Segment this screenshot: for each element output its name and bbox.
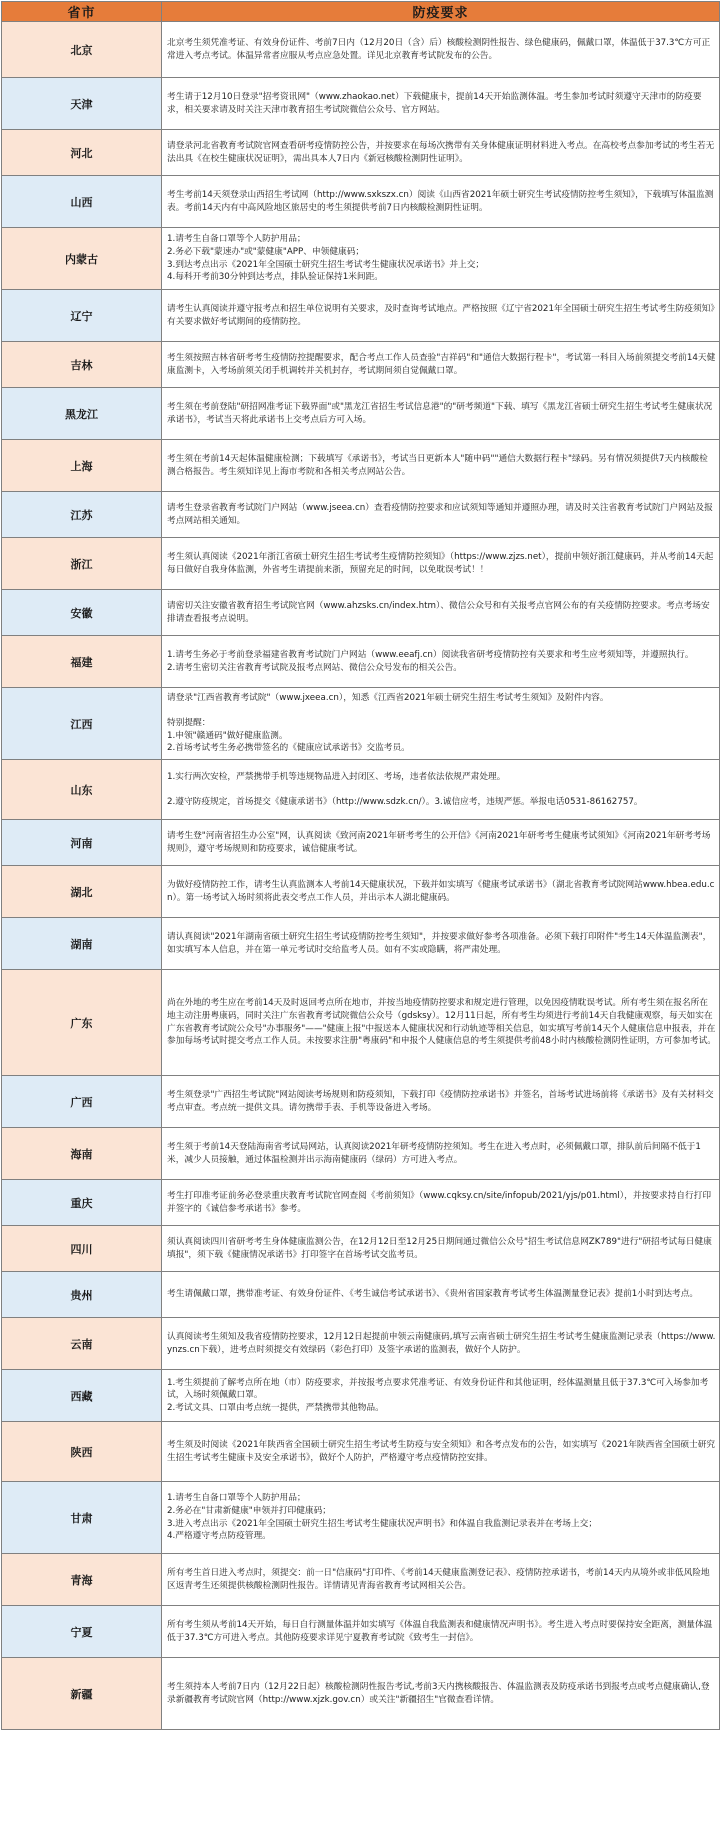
requirements-cell: 为做好疫情防控工作，请考生认真监测本人考前14天健康状况，下载并如实填写《健康考试承诺书》（湖北省教育考试院网站www.hbea.edu.cn）。第一场考试入场时须将此表交考点工作人员，并出示本人湖北健康码。 bbox=[162, 866, 720, 918]
table-row bbox=[2, 820, 720, 866]
province-cell: 山西 bbox=[2, 176, 162, 228]
province-cell: 天津 bbox=[2, 78, 162, 130]
province-cell: 内蒙古 bbox=[2, 228, 162, 290]
requirements-cell: 考生须认真阅读《2021年浙江省硕士研究生招生考试考生疫情防控须知》（https://www.zjzs.net），提前申领好浙江健康码，并从考前14天起每日做好自我身体监测，外省考生请提前来浙，预留充足的时间，以免耽误考试！！ bbox=[162, 538, 720, 590]
table-row bbox=[2, 1180, 720, 1226]
requirements-cell: 1.请考生自备口罩等个人防护用品； 2.务必下载"蒙速办"或"蒙健康"APP、申领健康码； 3.到达考点出示《2021年全国硕士研究生招生考试考生健康状况承诺书》并上交； 4.每科开考前30分钟到达考点，排队验证保持1米间距。 bbox=[162, 228, 720, 290]
epidemic-requirements-table bbox=[1, 1, 720, 1730]
table-row bbox=[2, 970, 720, 1076]
requirements-cell: 北京考生须凭准考证、有效身份证件、考前7日内（12月20日（含）后）核酸检测阴性报告、绿色健康码，佩戴口罩，体温低于37.3℃方可正常进入考点考试。体温异常者应服从考点应急处置。详见北京教育考试院发布的公告。 bbox=[162, 22, 720, 78]
requirements-cell: 所有考生须从考前14天开始，每日自行测量体温并如实填写《体温自我监测表和健康情况声明书》。考生进入考点时要保持安全距离，测量体温低于37.3℃方可进入考点。其他防疫要求详见宁夏教育考试院《致考生一封信》。 bbox=[162, 1606, 720, 1658]
province-cell: 贵州 bbox=[2, 1272, 162, 1318]
province-cell: 江西 bbox=[2, 688, 162, 760]
province-cell: 海南 bbox=[2, 1128, 162, 1180]
header-province: 省市 bbox=[2, 2, 162, 22]
province-cell: 上海 bbox=[2, 440, 162, 492]
table-row bbox=[2, 590, 720, 636]
table-row bbox=[2, 290, 720, 342]
table-row bbox=[2, 688, 720, 760]
requirements-cell: 请登录河北省教育考试院官网查看研考疫情防控公告，并按要求在每场次携带有关身体健康证明材料进入考点。在高校考点参加考试的考生若无法出具《在校生健康状况证明》，需出具本人7日内《新冠核酸检测阴性证明》。 bbox=[162, 130, 720, 176]
table-row bbox=[2, 1076, 720, 1128]
table-row bbox=[2, 342, 720, 388]
requirements-cell: 须认真阅读四川省研考考生身体健康监测公告，在12月12日至12月25日期间通过微信公众号"招生考试信息网ZK789"进行"研招考试每日健康填报"，须下载《健康情况承诺书》打印签字在首场考试交监考员。 bbox=[162, 1226, 720, 1272]
province-cell: 山东 bbox=[2, 760, 162, 820]
requirements-cell: 1.请考生自备口罩等个人防护用品； 2.务必在"甘肃新健康"申领并打印健康码； 3.进入考点出示《2021年全国硕士研究生招生考试考生健康状况声明书》和体温自我监测记录表并在考场上交； 4.严格遵守考点防疫管理。 bbox=[162, 1482, 720, 1554]
province-cell: 湖南 bbox=[2, 918, 162, 970]
table-row bbox=[2, 78, 720, 130]
table-row bbox=[2, 1128, 720, 1180]
table-row bbox=[2, 1422, 720, 1482]
requirements-cell: 考生须在考前14天起体温健康检测；下载填写《承诺书》，考试当日更新本人"随申码""通信大数据行程卡"绿码。另有情况须提供7天内核酸检测合格报告。考生须知详见上海市考院和各相关考点网站公告。 bbox=[162, 440, 720, 492]
province-cell: 北京 bbox=[2, 22, 162, 78]
province-cell: 黑龙江 bbox=[2, 388, 162, 440]
requirements-cell: 1.实行两次安检，严禁携带手机等违规物品进入封闭区、考场，违者依法依规严肃处理。 2.遵守防疫规定，首场提交《健康承诺书》（http://www.sdzk.cn/）。3.诚信应考，违规严惩。举报电话0531-86162757。 bbox=[162, 760, 720, 820]
requirements-cell: 考生须登录"广西招生考试院"网站阅读考场规则和防疫须知，下载打印《疫情防控承诺书》并签名，首场考试进场前将《承诺书》及有关材料交考点审查。考点统一提供文具。请勿携带手表、手机等设备进入考场。 bbox=[162, 1076, 720, 1128]
requirements-cell: 考生须及时阅读《2021年陕西省全国硕士研究生招生考试考生防疫与安全须知》和各考点发布的公告，如实填写《2021年陕西省全国硕士研究生招生考试考生健康卡及安全承诺书》，做好个人防护，严格遵守考点疫情防控安排。 bbox=[162, 1422, 720, 1482]
province-cell: 福建 bbox=[2, 636, 162, 688]
table-row bbox=[2, 1606, 720, 1658]
province-cell: 甘肃 bbox=[2, 1482, 162, 1554]
header-requirements: 防疫要求 bbox=[162, 2, 720, 22]
table-row bbox=[2, 866, 720, 918]
province-cell: 新疆 bbox=[2, 1658, 162, 1730]
province-cell: 陕西 bbox=[2, 1422, 162, 1482]
table-row bbox=[2, 440, 720, 492]
requirements-cell: 考生打印准考证前务必登录重庆教育考试院官网查阅《考前须知》（www.cqksy.cn/site/infopub/2021/yjs/p01.html），并按要求持自行打印并签字的《诚信参考承诺书》参考。 bbox=[162, 1180, 720, 1226]
table-row bbox=[2, 130, 720, 176]
province-cell: 重庆 bbox=[2, 1180, 162, 1226]
requirements-cell: 请认真阅读"2021年湖南省硕士研究生招生考试疫情防控考生须知"，并按要求做好参考各项准备。必须下载打印附件"考生14天体温监测表"，如实填写本人信息，并在第一单元考试时交给监考人员。如有不实或隐瞒，将严肃处理。 bbox=[162, 918, 720, 970]
requirements-cell: 考生须于考前14天登陆海南省考试局网站，认真阅读2021年研考疫情防控须知。考生在进入考点时，必须佩戴口罩，排队前后间隔不低于1米，减少人员接触，通过体温检测并出示海南健康码（绿码）方可进入考点。 bbox=[162, 1128, 720, 1180]
province-cell: 宁夏 bbox=[2, 1606, 162, 1658]
province-cell: 青海 bbox=[2, 1554, 162, 1606]
table-row bbox=[2, 1226, 720, 1272]
requirements-cell: 请考生登录省教育考试院门户网站（www.jseea.cn）查看疫情防控要求和应试须知等通知并遵照办理，请及时关注省教育考试院门户网站及报考点网站相关通知。 bbox=[162, 492, 720, 538]
table-row bbox=[2, 918, 720, 970]
requirements-cell: 考生须持本人考前7日内（12月22日起）核酸检测阴性报告考试,考前3天内携核酸报告、体温监测表及防疫承诺书到报考点或考点健康确认,登录新疆教育考试院官网（http://www.xjzk.gov.cn）或关注"新疆招生"官微查看详情。 bbox=[162, 1658, 720, 1730]
province-cell: 河南 bbox=[2, 820, 162, 866]
province-cell: 安徽 bbox=[2, 590, 162, 636]
requirements-cell: 所有考生首日进入考点时，须提交：前一日"信康码"打印件、《考前14天健康监测登记表》、疫情防控承诺书，考前14天内从境外或非低风险地区返青考生还须提供核酸检测阴性报告。详情请见青海省教育考试网相关公告。 bbox=[162, 1554, 720, 1606]
table-row bbox=[2, 492, 720, 538]
table-row bbox=[2, 1658, 720, 1730]
requirements-cell: 考生请佩戴口罩，携带准考证、有效身份证件、《考生诚信考试承诺书》、《贵州省国家教育考试考生体温测量登记表》提前1小时到达考点。 bbox=[162, 1272, 720, 1318]
requirements-cell: 考生请于12月10日登录"招考资讯网"（www.zhaokao.net）下载健康卡，提前14天开始监测体温。考生参加考试时须遵守天津市的防疫要求，相关要求请及时关注天津市教育招生考试院微信公众号、官方网站。 bbox=[162, 78, 720, 130]
province-cell: 广西 bbox=[2, 1076, 162, 1128]
province-cell: 江苏 bbox=[2, 492, 162, 538]
province-cell: 四川 bbox=[2, 1226, 162, 1272]
table-body bbox=[2, 22, 720, 1730]
requirements-cell: 认真阅读考生须知及我省疫情防控要求，12月12日起提前申领云南健康码,填写云南省硕士研究生招生考试考生健康监测记录表（https://www.ynzs.cn下载），进考点时须提交有效绿码（彩色打印）及签字承诺的监测表，做好个人防护。 bbox=[162, 1318, 720, 1370]
province-cell: 广东 bbox=[2, 970, 162, 1076]
table-row bbox=[2, 22, 720, 78]
requirements-cell: 1.请考生务必于考前登录福建省教育考试院门户网站（www.eeafj.cn）阅读我省研考疫情防控有关要求和考生应考须知等，并遵照执行。 2.请考生密切关注省教育考试院及报考点网站、微信公众号发布的相关公告。 bbox=[162, 636, 720, 688]
province-cell: 吉林 bbox=[2, 342, 162, 388]
requirements-cell: 考生考前14天须登录山西招生考试网（http://www.sxkszx.cn）阅读《山西省2021年硕士研究生考试疫情防控考生须知》，下载填写体温监测表。考前14天内有中高风险地区旅居史的考生须提供考前7日内核酸检测阴性证明。 bbox=[162, 176, 720, 228]
province-cell: 云南 bbox=[2, 1318, 162, 1370]
province-cell: 西藏 bbox=[2, 1370, 162, 1422]
table-row bbox=[2, 636, 720, 688]
province-cell: 辽宁 bbox=[2, 290, 162, 342]
table-row bbox=[2, 1370, 720, 1422]
requirements-cell: 请考生认真阅读并遵守报考点和招生单位说明有关要求，及时查询考试地点。严格按照《辽宁省2021年全国硕士研究生招生考试考生防疫须知》有关要求做好考试期间的疫情防控。 bbox=[162, 290, 720, 342]
table-row bbox=[2, 760, 720, 820]
requirements-cell: 请登录"江西省教育考试院"（www.jxeea.cn），知悉《江西省2021年硕士研究生招生考试考生须知》及附件内容。 特别提醒： 1.申领"赣通码"做好健康监测。 2.首场考试考生务必携带签名的《健康应试承诺书》交监考员。 bbox=[162, 688, 720, 760]
table-row bbox=[2, 176, 720, 228]
header-row bbox=[2, 2, 720, 22]
requirements-cell: 考生须在考前登陆"研招网准考证下载界面"或"黑龙江省招生考试信息港"的"研考频道"下载、填写《黑龙江省硕士研究生招生考试考生健康状况承诺书》，考试当天将此承诺书上交考点后方可入场。 bbox=[162, 388, 720, 440]
province-cell: 湖北 bbox=[2, 866, 162, 918]
requirements-cell: 尚在外地的考生应在考前14天及时返回考点所在地市，并按当地疫情防控要求和规定进行管理，以免因疫情耽误考试。所有考生须在报名所在地主动注册粤康码，同时关注广东省教育考试院微信公众号（gdsksy）。12月11日起，所有考生均须进行考前14天自我健康观察，每天如实在广东省教育考试院公众号"办事服务"——"健康上报"中报送本人健康状况和行动轨迹等相关信息，如实填写考前14天个人健康信息申报表，并在参加每场考试时提交考点工作人员。未按要求注册"粤康码"和申报个人健康信息的考生须提供考前48小时内核酸检测阴性证明，方可参加考试。 bbox=[162, 970, 720, 1076]
table-row bbox=[2, 1554, 720, 1606]
requirements-cell: 考生须按照吉林省研考考生疫情防控提醒要求，配合考点工作人员查验"吉祥码"和"通信大数据行程卡"，考试第一科目入场前须提交考前14天健康监测卡，入考场前须关闭手机调转并关机封存，考试期间须自觉佩戴口罩。 bbox=[162, 342, 720, 388]
table-row bbox=[2, 228, 720, 290]
table-row bbox=[2, 388, 720, 440]
province-cell: 浙江 bbox=[2, 538, 162, 590]
requirements-cell: 请考生登"河南省招生办公室"网，认真阅读《致河南2021年研考考生的公开信》《河南2021年研考考生健康考试须知》《河南2021年研考考场规则》，遵守考场规则和防疫要求，诚信健康考试。 bbox=[162, 820, 720, 866]
requirements-cell: 1.考生须提前了解考点所在地（市）防疫要求，并按报考点要求凭准考证、有效身份证件和其他证明，经体温测量且低于37.3℃可入场参加考试，入场时须佩戴口罩。 2.考试文具、口罩由考点统一提供，严禁携带其他物品。 bbox=[162, 1370, 720, 1422]
table-row bbox=[2, 1482, 720, 1554]
table-row bbox=[2, 538, 720, 590]
requirements-cell: 请密切关注安徽省教育招生考试院官网（www.ahzsks.cn/index.htm）、微信公众号和有关报考点官网公布的有关疫情防控要求。考点考场安排请查看报考点说明。 bbox=[162, 590, 720, 636]
table-row bbox=[2, 1272, 720, 1318]
table-row bbox=[2, 1318, 720, 1370]
province-cell: 河北 bbox=[2, 130, 162, 176]
